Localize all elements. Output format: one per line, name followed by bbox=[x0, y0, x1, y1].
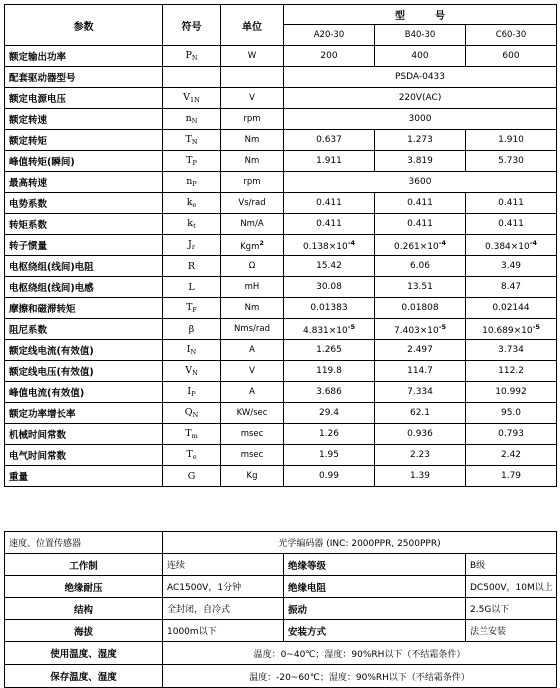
param-unit bbox=[221, 403, 284, 424]
header-model-c60: C60-30 bbox=[466, 25, 557, 46]
param-value bbox=[466, 382, 557, 403]
param-value bbox=[284, 214, 375, 235]
unit-text: V bbox=[249, 366, 255, 376]
unit-text: msec bbox=[240, 450, 264, 460]
param-unit bbox=[221, 319, 284, 340]
param-symbol bbox=[163, 235, 221, 256]
param-name: 重量 bbox=[5, 466, 163, 487]
unit-text: KW/sec bbox=[236, 408, 268, 418]
param-value-all-models: 3600 bbox=[284, 172, 557, 193]
param-symbol bbox=[163, 151, 221, 172]
param-symbol bbox=[163, 130, 221, 151]
unit-text: Kg bbox=[246, 471, 258, 481]
symbol-letter: T bbox=[185, 428, 192, 439]
param-name: 额定转速 bbox=[5, 109, 163, 130]
symbol-letter: k bbox=[187, 218, 194, 229]
value-text: 15.42 bbox=[316, 261, 342, 271]
param-value bbox=[466, 319, 557, 340]
symbol-subscript: P bbox=[192, 159, 197, 167]
param-value bbox=[466, 445, 557, 466]
value-text: 200 bbox=[320, 51, 338, 61]
value-text: 1.95 bbox=[318, 450, 340, 460]
param-value bbox=[466, 403, 557, 424]
value-exponent: -5 bbox=[347, 322, 355, 331]
param-symbol bbox=[163, 445, 221, 466]
value-text: 0.411 bbox=[498, 198, 524, 208]
value-text: 0.384×10 bbox=[485, 241, 530, 252]
unit-text: Kgm bbox=[240, 241, 260, 252]
symbol-letter: J bbox=[188, 239, 192, 250]
spec-row bbox=[5, 88, 557, 109]
param-unit bbox=[221, 340, 284, 361]
value-text: 62.1 bbox=[409, 408, 431, 418]
value-text: 0.793 bbox=[498, 429, 524, 439]
symbol-subscript: F bbox=[192, 306, 197, 314]
symbol-letter: n bbox=[186, 176, 193, 187]
sensor-row bbox=[5, 532, 557, 554]
param-value bbox=[466, 235, 557, 256]
param-value bbox=[284, 46, 375, 67]
param-symbol bbox=[163, 67, 221, 88]
param-unit bbox=[221, 193, 284, 214]
param-symbol bbox=[163, 256, 221, 277]
value-text: 10.689×10 bbox=[482, 325, 533, 336]
param-unit bbox=[221, 298, 284, 319]
spec-row bbox=[5, 319, 557, 340]
symbol-letter: k bbox=[186, 197, 193, 208]
withstand-value: AC1500V，1分钟 bbox=[163, 576, 284, 598]
value-text: 3.819 bbox=[407, 156, 433, 166]
value-exponent: -4 bbox=[529, 238, 537, 247]
value-text: 95.0 bbox=[500, 408, 522, 418]
param-value bbox=[284, 235, 375, 256]
param-value bbox=[375, 298, 466, 319]
param-name: 阻尼系数 bbox=[5, 319, 163, 340]
value-text: 2.497 bbox=[407, 345, 433, 355]
param-name: 额定线电流(有效值) bbox=[5, 340, 163, 361]
param-value-all-models: 3000 bbox=[284, 109, 557, 130]
withstand-label: 绝缘耐压 bbox=[5, 576, 163, 598]
value-text: 600 bbox=[502, 51, 520, 61]
param-name: 电气时间常数 bbox=[5, 445, 163, 466]
value-text: 0.411 bbox=[316, 198, 342, 208]
value-exponent: -5 bbox=[438, 322, 446, 331]
value-text: 7.403×10 bbox=[394, 325, 439, 336]
param-symbol bbox=[163, 298, 221, 319]
symbol-letter: β bbox=[188, 323, 195, 335]
value-text: 0.411 bbox=[316, 219, 342, 229]
spec-row bbox=[5, 151, 557, 172]
param-unit bbox=[221, 256, 284, 277]
symbol-subscript: P bbox=[191, 390, 196, 398]
spec-row bbox=[5, 403, 557, 424]
param-value bbox=[466, 214, 557, 235]
spec-table bbox=[4, 4, 557, 487]
unit-text: Nm bbox=[244, 135, 260, 145]
unit-text: Nm bbox=[244, 156, 260, 166]
value-text: 2.23 bbox=[409, 450, 431, 460]
structure-value: 全封闭，自冷式 bbox=[163, 598, 284, 620]
misc-row-altitude bbox=[5, 620, 557, 642]
spec-row bbox=[5, 109, 557, 130]
value-text: 112.2 bbox=[498, 366, 524, 376]
symbol-subscript: N bbox=[191, 54, 198, 62]
symbol-letter: Q bbox=[184, 407, 193, 418]
symbol-letter: P bbox=[185, 50, 192, 61]
value-text: 1.265 bbox=[316, 345, 342, 355]
param-value bbox=[375, 340, 466, 361]
param-symbol bbox=[163, 466, 221, 487]
value-text: 0.02144 bbox=[492, 303, 530, 313]
unit-text: rpm bbox=[243, 177, 261, 187]
spec-row bbox=[5, 466, 557, 487]
param-value bbox=[375, 256, 466, 277]
symbol-subscript: m bbox=[191, 432, 198, 440]
symbol-subscript: N bbox=[192, 411, 199, 419]
spec-row bbox=[5, 193, 557, 214]
value-exponent: -4 bbox=[438, 238, 446, 247]
param-symbol bbox=[163, 172, 221, 193]
unit-exponent: 2 bbox=[259, 238, 264, 247]
symbol-subscript: e bbox=[192, 201, 197, 209]
param-symbol bbox=[163, 382, 221, 403]
unit-text: msec bbox=[240, 429, 264, 439]
param-value bbox=[466, 424, 557, 445]
misc-table bbox=[4, 531, 557, 688]
value-exponent: -5 bbox=[532, 322, 540, 331]
value-text: 1.26 bbox=[318, 429, 340, 439]
value-text: 3.686 bbox=[316, 387, 342, 397]
param-symbol bbox=[163, 319, 221, 340]
param-name: 配套驱动器型号 bbox=[5, 67, 163, 88]
param-unit bbox=[221, 172, 284, 193]
param-name: 额定输出功率 bbox=[5, 46, 163, 67]
param-value bbox=[466, 361, 557, 382]
param-value bbox=[284, 445, 375, 466]
param-value bbox=[284, 277, 375, 298]
header-symbol: 符号 bbox=[163, 5, 221, 46]
value-text: 7.334 bbox=[407, 387, 433, 397]
param-value bbox=[375, 361, 466, 382]
value-text: 0.411 bbox=[498, 219, 524, 229]
param-symbol bbox=[163, 361, 221, 382]
param-unit bbox=[221, 361, 284, 382]
symbol-subscript: P bbox=[192, 180, 197, 188]
value-text: 0.637 bbox=[316, 135, 342, 145]
param-unit bbox=[221, 151, 284, 172]
symbol-subscript: t bbox=[193, 222, 196, 230]
value-text: 0.138×10 bbox=[303, 241, 348, 252]
header-row bbox=[5, 5, 557, 25]
value-text: 119.8 bbox=[316, 366, 342, 376]
param-unit bbox=[221, 88, 284, 109]
param-symbol bbox=[163, 109, 221, 130]
vibration-value: 2.5G以下 bbox=[466, 598, 557, 620]
spec-row bbox=[5, 340, 557, 361]
value-text: 1.911 bbox=[316, 156, 342, 166]
param-value bbox=[466, 193, 557, 214]
param-symbol bbox=[163, 277, 221, 298]
param-value bbox=[284, 424, 375, 445]
spec-row bbox=[5, 277, 557, 298]
param-value bbox=[284, 256, 375, 277]
misc-row-work bbox=[5, 554, 557, 576]
param-unit bbox=[221, 46, 284, 67]
param-value bbox=[375, 403, 466, 424]
unit-text: Vs/rad bbox=[238, 198, 266, 208]
misc-row-use-env bbox=[5, 642, 557, 665]
param-value bbox=[284, 151, 375, 172]
param-unit bbox=[221, 466, 284, 487]
unit-text: A bbox=[249, 387, 255, 397]
param-symbol bbox=[163, 424, 221, 445]
value-text: 0.261×10 bbox=[394, 241, 439, 252]
param-value bbox=[375, 319, 466, 340]
param-value bbox=[284, 361, 375, 382]
insulation-resistance-label: 绝缘电阻 bbox=[284, 576, 466, 598]
value-text: 3.734 bbox=[498, 345, 524, 355]
param-name: 摩擦和磁滞转矩 bbox=[5, 298, 163, 319]
value-text: 1.273 bbox=[407, 135, 433, 145]
value-text: 1.39 bbox=[409, 471, 431, 481]
param-value bbox=[466, 151, 557, 172]
sensor-label: 速度、位置传感器 bbox=[5, 532, 163, 554]
param-symbol bbox=[163, 46, 221, 67]
param-name: 最高转速 bbox=[5, 172, 163, 193]
param-value bbox=[375, 46, 466, 67]
param-name: 转子惯量 bbox=[5, 235, 163, 256]
param-unit bbox=[221, 277, 284, 298]
param-name: 转矩系数 bbox=[5, 214, 163, 235]
param-value bbox=[375, 382, 466, 403]
spec-row bbox=[5, 298, 557, 319]
symbol-letter: T bbox=[185, 134, 192, 145]
symbol-letter: R bbox=[187, 260, 196, 272]
param-unit bbox=[221, 382, 284, 403]
misc-row-structure bbox=[5, 598, 557, 620]
param-name: 电枢绕组(线间)电感 bbox=[5, 277, 163, 298]
param-name: 电势系数 bbox=[5, 193, 163, 214]
param-value bbox=[284, 466, 375, 487]
symbol-letter: V bbox=[185, 365, 193, 376]
param-unit bbox=[221, 130, 284, 151]
param-value bbox=[466, 340, 557, 361]
value-text: 29.4 bbox=[318, 408, 340, 418]
unit-text: Nm bbox=[244, 303, 260, 313]
param-name: 额定电源电压 bbox=[5, 88, 163, 109]
value-text: 2.42 bbox=[500, 450, 522, 460]
use-env-value: 温度：0~40℃；湿度：90%RH以下（不结霜条件） bbox=[163, 642, 557, 665]
value-text: 8.47 bbox=[500, 282, 522, 292]
header-model-a20: A20-30 bbox=[284, 25, 375, 46]
value-text: 1.79 bbox=[500, 471, 522, 481]
param-unit bbox=[221, 424, 284, 445]
structure-label: 结构 bbox=[5, 598, 163, 620]
param-unit bbox=[221, 445, 284, 466]
param-unit bbox=[221, 67, 284, 88]
value-text: 4.831×10 bbox=[303, 325, 348, 336]
altitude-value: 1000m以下 bbox=[163, 620, 284, 642]
symbol-subscript: N bbox=[191, 138, 198, 146]
param-symbol bbox=[163, 403, 221, 424]
param-value bbox=[284, 382, 375, 403]
param-value bbox=[375, 130, 466, 151]
spec-row bbox=[5, 424, 557, 445]
unit-text: Ω bbox=[248, 261, 256, 271]
spec-table-body bbox=[5, 5, 557, 487]
param-unit bbox=[221, 235, 284, 256]
spec-row bbox=[5, 46, 557, 67]
value-text: 3.49 bbox=[500, 261, 522, 271]
value-text: 0.99 bbox=[318, 471, 340, 481]
unit-text: Nm/A bbox=[240, 219, 264, 229]
spec-row bbox=[5, 130, 557, 151]
misc-row-withstand bbox=[5, 576, 557, 598]
value-text: 0.411 bbox=[407, 219, 433, 229]
store-env-label: 保存温度、湿度 bbox=[5, 665, 163, 688]
param-value bbox=[375, 445, 466, 466]
param-value bbox=[284, 319, 375, 340]
param-value bbox=[375, 214, 466, 235]
param-value bbox=[284, 193, 375, 214]
spec-row bbox=[5, 256, 557, 277]
vibration-label: 振动 bbox=[284, 598, 466, 620]
param-value bbox=[375, 151, 466, 172]
symbol-letter: T bbox=[186, 155, 193, 166]
symbol-letter: L bbox=[188, 281, 195, 293]
param-value bbox=[466, 298, 557, 319]
header-param: 参数 bbox=[5, 5, 163, 46]
param-value bbox=[466, 130, 557, 151]
symbol-letter: n bbox=[185, 113, 192, 124]
value-text: 10.992 bbox=[495, 387, 527, 397]
param-value bbox=[375, 193, 466, 214]
mounting-value: 法兰安装 bbox=[466, 620, 557, 642]
misc-row-store-env bbox=[5, 665, 557, 688]
param-name: 电枢绕组(线间)电阻 bbox=[5, 256, 163, 277]
value-text: 13.51 bbox=[407, 282, 433, 292]
param-name: 额定线电压(有效值) bbox=[5, 361, 163, 382]
insulation-grade-value: B级 bbox=[466, 554, 557, 576]
value-text: 6.06 bbox=[409, 261, 431, 271]
value-text: 0.01808 bbox=[401, 303, 439, 313]
param-value-all-models: PSDA-0433 bbox=[284, 67, 557, 88]
symbol-letter: I bbox=[187, 386, 192, 397]
param-name: 额定转矩 bbox=[5, 130, 163, 151]
value-text: 1.910 bbox=[498, 135, 524, 145]
value-exponent: -4 bbox=[347, 238, 355, 247]
param-name: 峰值转矩(瞬间) bbox=[5, 151, 163, 172]
header-model-b40: B40-30 bbox=[375, 25, 466, 46]
unit-text: V bbox=[249, 93, 255, 103]
param-unit bbox=[221, 109, 284, 130]
symbol-subscript: 1N bbox=[190, 96, 200, 104]
spec-row bbox=[5, 361, 557, 382]
param-value-all-models: 220V(AC) bbox=[284, 88, 557, 109]
unit-text: A bbox=[249, 345, 255, 355]
param-name: 机械时间常数 bbox=[5, 424, 163, 445]
symbol-letter: G bbox=[187, 470, 196, 482]
value-text: 0.01383 bbox=[310, 303, 348, 313]
insulation-grade-label: 绝缘等级 bbox=[284, 554, 466, 576]
unit-text: rpm bbox=[243, 114, 261, 124]
param-symbol bbox=[163, 214, 221, 235]
symbol-letter: I bbox=[186, 344, 191, 355]
unit-text: mH bbox=[244, 282, 260, 292]
work-label: 工作制 bbox=[5, 554, 163, 576]
param-value bbox=[466, 256, 557, 277]
mounting-label: 安装方式 bbox=[284, 620, 466, 642]
param-value bbox=[466, 277, 557, 298]
symbol-letter: T bbox=[186, 302, 193, 313]
param-value bbox=[375, 277, 466, 298]
value-text: 30.08 bbox=[316, 282, 342, 292]
sensor-value: 光学编码器 (INC: 2000PPR, 2500PPR) bbox=[163, 532, 557, 554]
symbol-subscript: r bbox=[191, 243, 195, 251]
param-value bbox=[375, 235, 466, 256]
spec-row bbox=[5, 67, 557, 88]
insulation-resistance-value: DC500V，10M以上 bbox=[466, 576, 557, 598]
param-value bbox=[284, 298, 375, 319]
header-unit: 单位 bbox=[221, 5, 284, 46]
symbol-letter: T bbox=[186, 449, 193, 460]
use-env-label: 使用温度、湿度 bbox=[5, 642, 163, 665]
store-env-value: 温度：-20~60℃；湿度：90%RH以下（不结霜条件） bbox=[163, 665, 557, 688]
param-name: 峰值电流(有效值) bbox=[5, 382, 163, 403]
unit-text: W bbox=[247, 51, 257, 61]
unit-text: Nms/rad bbox=[233, 324, 271, 334]
symbol-subscript: N bbox=[190, 348, 197, 356]
param-symbol bbox=[163, 193, 221, 214]
param-value bbox=[466, 466, 557, 487]
param-symbol bbox=[163, 340, 221, 361]
param-value bbox=[284, 340, 375, 361]
value-text: 0.411 bbox=[407, 198, 433, 208]
symbol-subscript: e bbox=[192, 453, 197, 461]
value-text: 5.730 bbox=[498, 156, 524, 166]
symbol-subscript: N bbox=[191, 117, 198, 125]
symbol-letter: V bbox=[183, 92, 191, 103]
param-value bbox=[375, 424, 466, 445]
header-model-group: 型 号 bbox=[284, 5, 557, 25]
symbol-subscript: N bbox=[192, 369, 198, 377]
param-name: 额定功率增长率 bbox=[5, 403, 163, 424]
spec-row bbox=[5, 214, 557, 235]
value-text: 114.7 bbox=[407, 366, 433, 376]
param-symbol bbox=[163, 88, 221, 109]
spec-row bbox=[5, 235, 557, 256]
param-unit bbox=[221, 214, 284, 235]
param-value bbox=[375, 466, 466, 487]
spec-row bbox=[5, 382, 557, 403]
value-text: 400 bbox=[411, 51, 429, 61]
param-value bbox=[284, 403, 375, 424]
spec-row bbox=[5, 445, 557, 466]
altitude-label: 海拔 bbox=[5, 620, 163, 642]
param-value bbox=[466, 46, 557, 67]
param-value bbox=[284, 130, 375, 151]
work-value: 连续 bbox=[163, 554, 284, 576]
spec-row bbox=[5, 172, 557, 193]
value-text: 0.936 bbox=[407, 429, 433, 439]
